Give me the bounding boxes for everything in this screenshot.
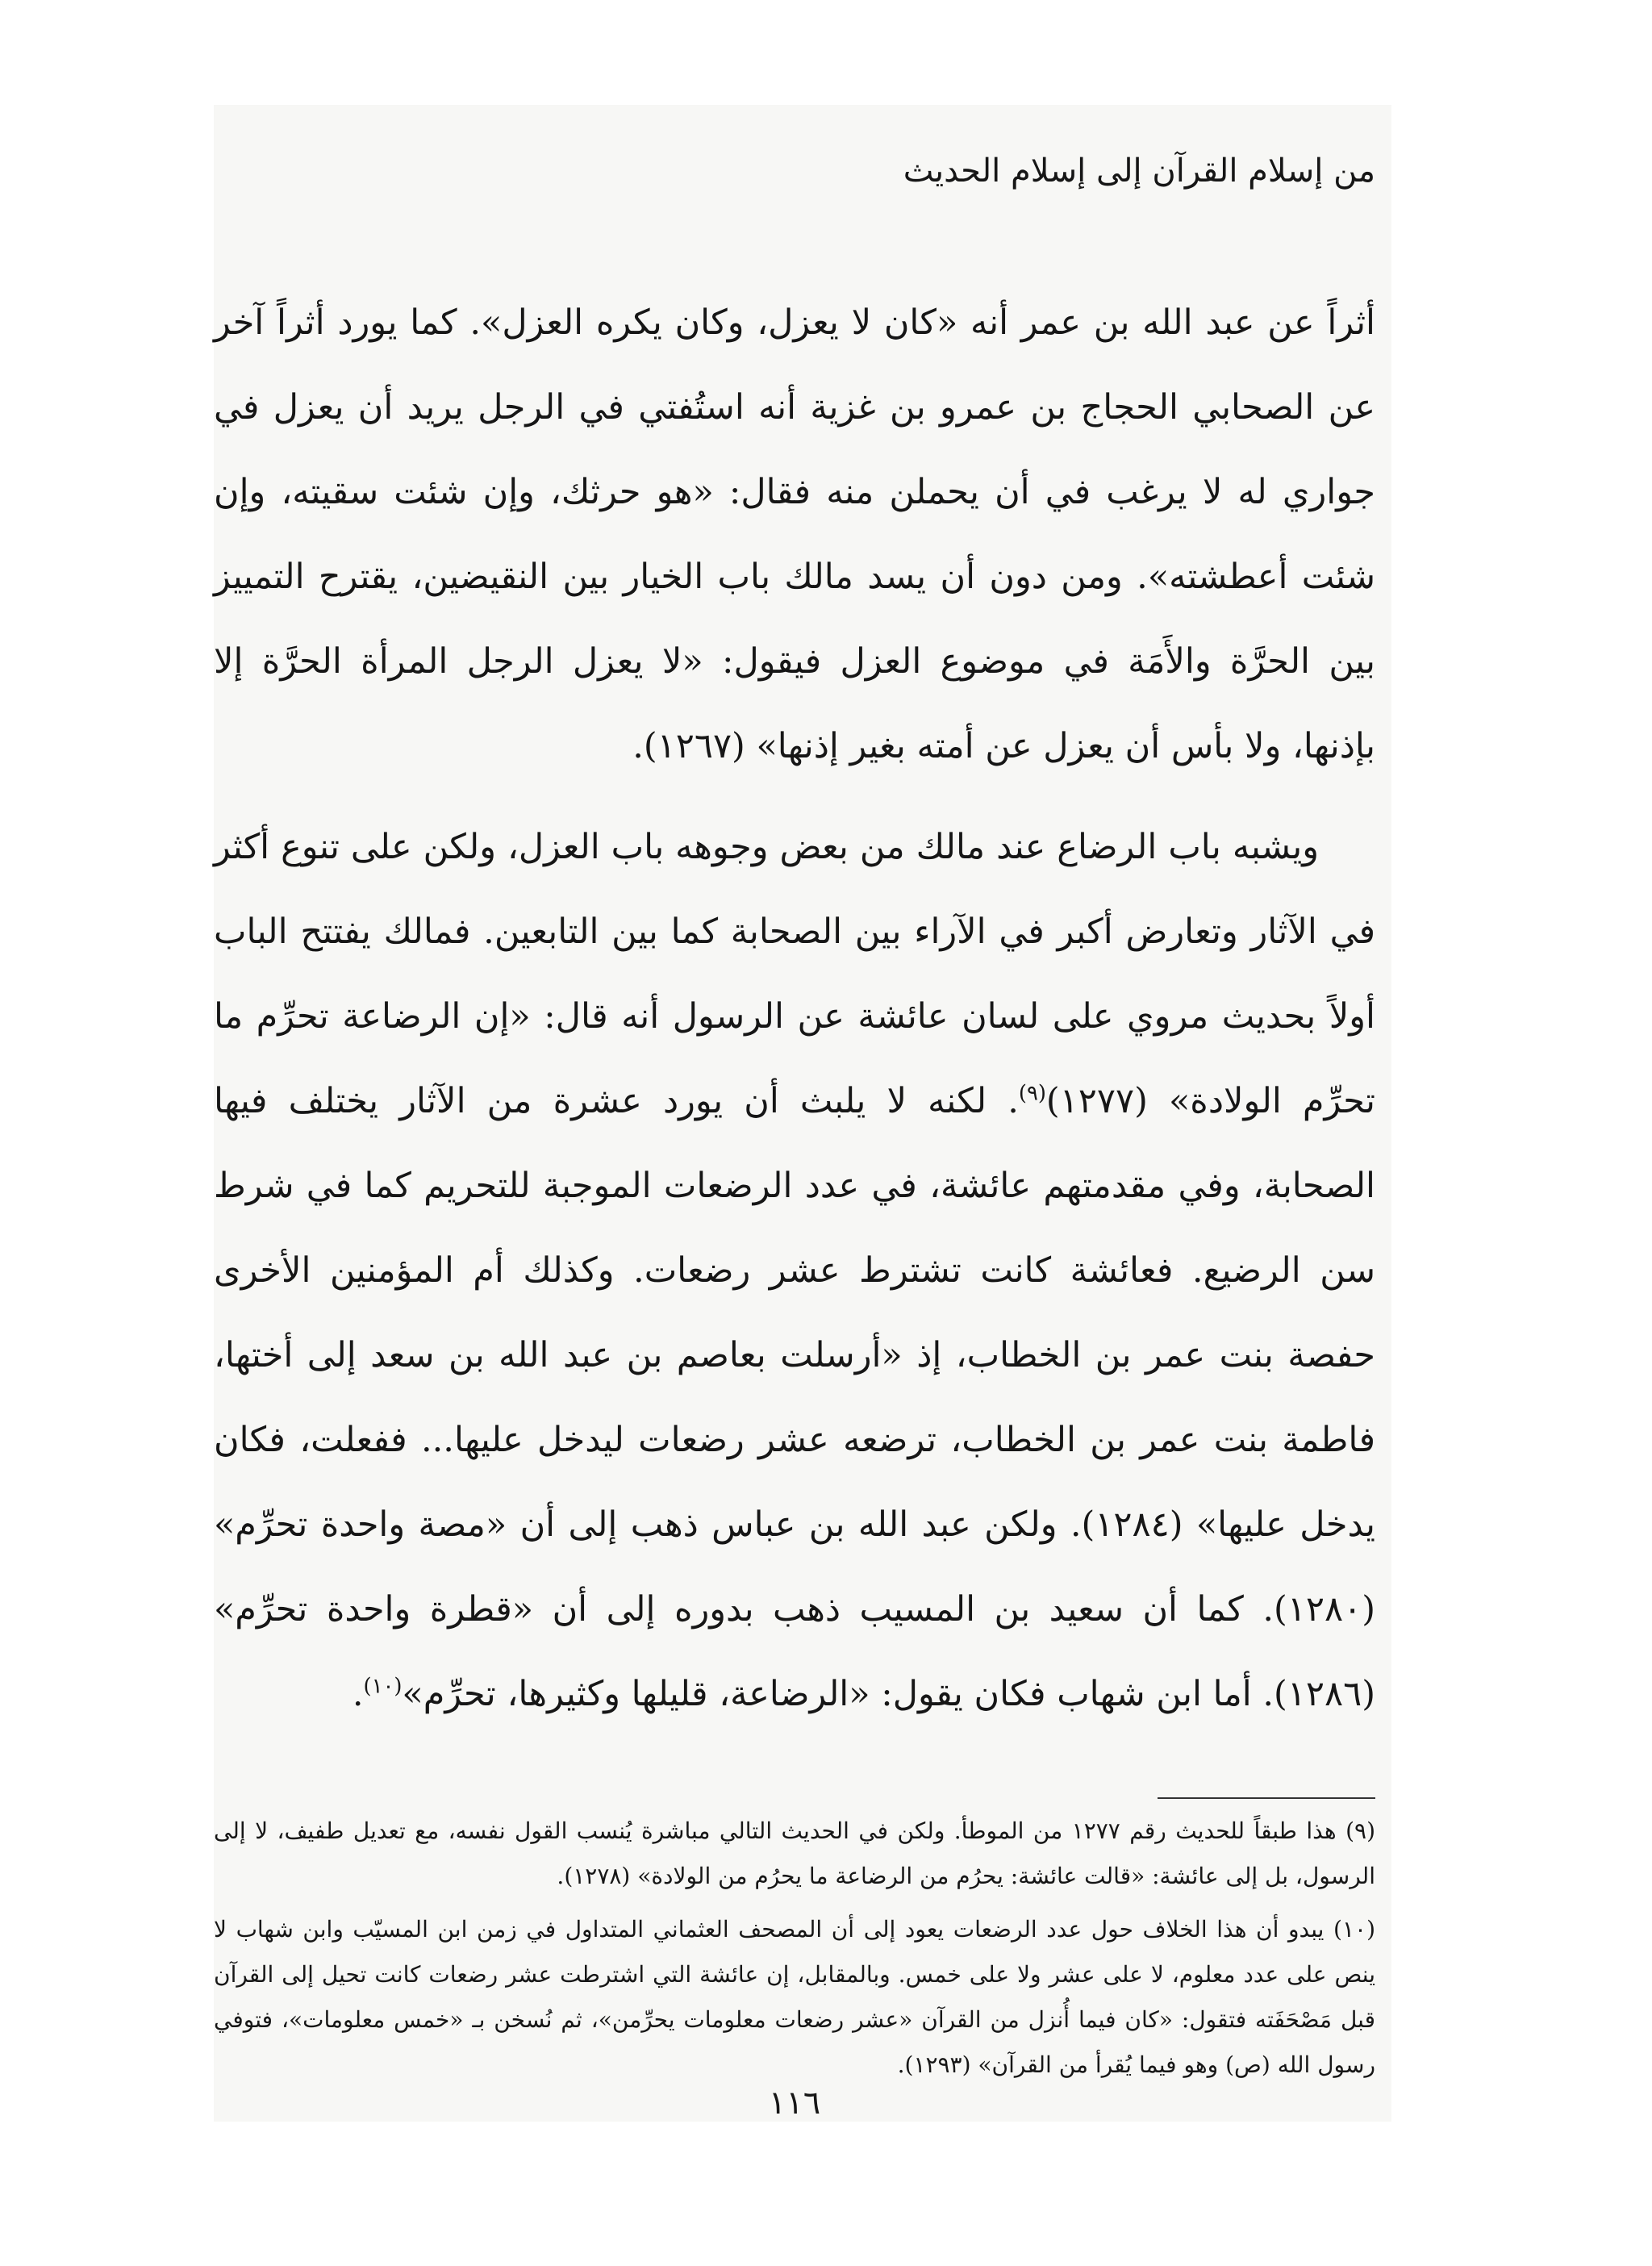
footnote-separator <box>1158 1797 1375 1799</box>
book-page <box>214 105 1391 2122</box>
footnote-10: (١٠) يبدو أن هذا الخلاف حول عدد الرضعات يعود إلى أن المصحف العثماني المتداول في زمن ابن المسيّب وابن شهاب لا ينص على عدد معلوم، لا على عشر ولا على خمس. وبالمقابل، إن عائشة التي اشترطت عشر رضعات كانت تحيل إلى القرآن قبل مَصْحَفَته فتقول: «كان فيما أُنزل من القرآن «عشر رضعات معلومات يحرِّمن»، ثم نُسخن بـ «خمس معلومات»، فتوفي رسول الله (ص) وهو فيما يُقرأ من القرآن» (١٢٩٣). <box>214 1916 1375 2078</box>
main-text <box>214 281 1375 1737</box>
page-number: ١١٦ <box>768 2084 821 2122</box>
paragraph-1-line-4: ومن دون أن يسد مالك باب الخيار بين النقيضين، يقترح التمييز بين الحرَّة والأَمَة في <box>214 557 1375 682</box>
paragraph-1-line-1: أثراً عن عبد الله بن عمر أنه «كان لا يعزل، وكان يكره العزل». كما يورد أثراً آخر عن <box>214 303 1375 428</box>
footnotes <box>214 1809 1375 2096</box>
footnote-ref-10: (١٠) <box>363 1674 403 1699</box>
footnote-ref-9: (٩) <box>1018 1081 1046 1106</box>
paragraph-1 <box>214 281 1375 789</box>
footnote-9: (٩) هذا طبقاً للحديث رقم ١٢٧٧ من الموطأ. ولكن في الحديث التالي مباشرة يُنسب القول نفسه، مع تعديل طفيف، لا إلى الرسول، بل إلى عائشة: «قالت عائشة: يحرُم من الرضاعة ما يحرُم من الولادة» (١٢٧٨). <box>214 1817 1375 1889</box>
running-header: من إسلام القرآن إلى إسلام الحديث <box>903 152 1375 190</box>
paragraph-1-line-3: لا يرغب في أن يحملن منه فقال: «هو حرثك، وإن شئت سقيته، وإن شئت أعطشته». <box>214 472 1376 597</box>
paragraph-2 <box>214 805 1375 1737</box>
paragraph-2-text-c: . <box>352 1674 364 1714</box>
paragraph-2-text-b: . لكنه لا يلبث أن يورد عشرة من الآثار يختلف فيها الصحابة، وفي مقدمتهم عائشة، في عدد الرضعات الموجبة للتحريم كما في شرط سن الرضيع. فعائشة كانت تشترط عشر رضعات. وكذلك أم المؤمنين الأخرى حفصة بنت عمر بن الخطاب، إذ «أرسلت بعاصم بن عبد الله بن سعد إلى أختها، فاطمة بنت عمر بن الخطاب، ترضعه عشر رضعات ليدخل عليها... ففعلت، فكان يدخل عليها» (١٢٨٤). ولكن عبد الله بن عباس ذهب إلى أن «مصة واحدة تحرِّم» (١٢٨٠). كما أن سعيد بن المسيب ذهب بدوره إلى أن «قطرة واحدة تحرِّم» (١٢٨٦). أما ابن شهاب فكان يقول: «الرضاعة، قليلها وكثيرها، تحرِّم» <box>214 1081 1375 1714</box>
paragraph-1-line-6: أمته بغير إذنها» (١٢٦٧). <box>632 726 974 766</box>
paragraph-1-line-2: الصحابي الحجاج بن عمرو بن غزية أنه استُفتي في الرجل يريد أن يعزل في جواري له <box>214 387 1376 512</box>
paragraph-1-line-5: موضوع العزل فيقول: «لا يعزل الرجل المرأة الحرَّة إلا بإذنها، ولا بأس أن يعزل عن <box>214 641 1375 766</box>
paragraph-2-text-a: ويشبه باب الرضاع عند مالك من بعض وجوهه باب العزل، ولكن على تنوع أكثر في الآثار وتعارض أكبر في الآراء بين الصحابة كما بين التابعين. فمالك يفتتح الباب أولاً بحديث مروي على لسان عائشة عن الرسول أنه قال: «إن الرضاعة تحرِّم ما تحرِّم الولادة» (١٢٧٧) <box>214 827 1375 1121</box>
